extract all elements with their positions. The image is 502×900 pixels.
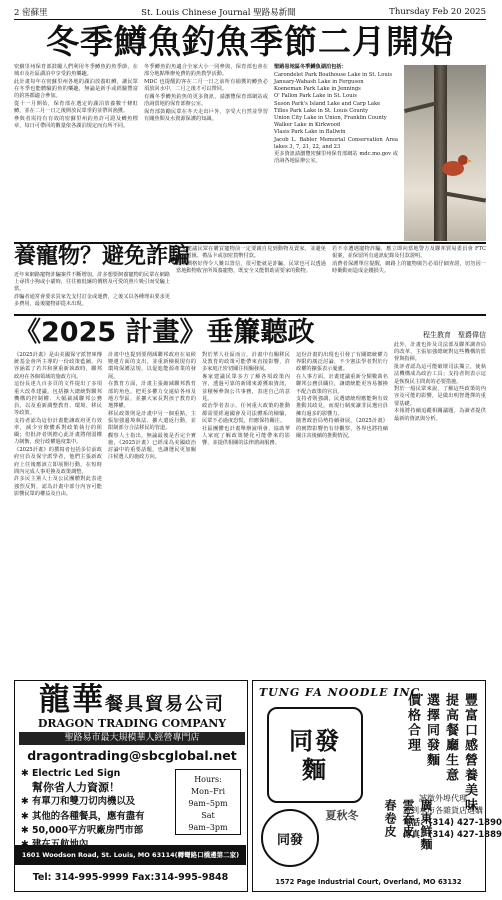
paragraph: 有關冬季鱒魚釣魚的更多資訊，請瀏覽保育部網站或洽詢當地的保育部辦公室。: [144, 93, 268, 108]
dragon-trading-email[interactable]: dragontrading@sbcglobal.net: [27, 748, 237, 763]
feature-item: [21, 767, 171, 781]
paragraph: 隨著政治局勢持續發展，《2025計畫》的實際影響仍有待觀察，各界也將持續關注其後續的推動情況。: [296, 418, 388, 439]
star-bullet-icon: ✱: [21, 824, 29, 836]
product-item: 廣東鮮麵: [419, 799, 433, 851]
tung-fa-logo-text: 同發麵: [289, 726, 341, 784]
paragraph: 在人事方面，計畫建議重新分類數萬名聯邦公務員職位，讓總統能更容易撤換不配合政策的官員。: [296, 374, 388, 395]
dragon-trading-phone[interactable]: Tel: 314-995-9999 Fax:314-995-9848: [32, 872, 229, 883]
paragraph: 《2025計畫》的撰寫者包括多位前政府官員及保守派學者，他們主張新政府上任後應該立即展開行動，在短時間內完成人事更換及政策調整。: [14, 447, 102, 475]
paragraph: 從十一月開始，保育部在選定的湖泊放養數千條虹鱒，並在二月一日之後開放民眾垂釣並帶回漁獲。: [14, 101, 138, 115]
slogan-line: 價格合理: [405, 693, 420, 753]
article-trout-column-1: [14, 64, 138, 240]
feature-text: Electric Led Sign: [32, 768, 121, 779]
tree-branch: [444, 191, 486, 202]
paragraph: 《2025計畫》是由美國保守派智庫傳統基金會所主導的一份政策藍圖，內容涵蓋了若共和黨重新執政時，聯邦政府在各個領域的施政方向。: [14, 352, 102, 380]
article-pet-headline: 養寵物？避免詐騙: [14, 244, 191, 269]
paragraph: 此外，計畫也涉及司法部及聯邦調查局的改革，主張加強總統對這些機構的監督與指揮。: [394, 342, 486, 363]
lake-item: Tilles Park Lake in St. Louis County: [274, 107, 369, 114]
product-item: 春卷皮: [383, 799, 397, 838]
feature-text: 有單刀和雙刀切肉機以及: [32, 796, 136, 808]
tung-fa-address: 1572 Page Industrial Court, Overland, MO 63132: [275, 878, 462, 886]
paragraph: 移民政策則是計畫中另一個重點，主張加強邊境執法、擴大遣返行動，並限制部分合法移民的管道。: [108, 410, 196, 432]
lake-item: Suson Park's Island Lake and Carp Lake: [274, 100, 381, 107]
paragraph: MDC 也提醒釣客在二月一日之前所有捕獲的鱒魚必須放回水中，二月之後才可以帶回。: [144, 78, 268, 93]
article-trout-column-2: [144, 64, 268, 240]
paragraph: 批評者認為這可能破壞司法獨立，使執法機構成為政治工具；支持者則表示這是恢復民主問責的必要措施。: [394, 364, 486, 385]
lake-item: Walker Lake in Kirkwood: [274, 122, 341, 129]
page-header: [14, 6, 486, 20]
paragraph: 更多資訊請瀏覽密蘇里州保育部網站 mdc.mo.gov 或洽詢各地區辦公室。: [274, 150, 398, 165]
slogan-line: 豐富口感營養美味: [462, 693, 477, 813]
article-plan-column-3: [202, 352, 290, 674]
tung-fa-noodle-ad: [252, 680, 502, 892]
newspaper-name: St. Louis Chinese Journal 聖路易新聞: [141, 7, 296, 18]
feature-item: [21, 810, 171, 824]
tree-trunk: [434, 65, 447, 241]
tung-fa-fax: 傳真：(314) 427-1889: [403, 830, 502, 840]
dragon-trading-suffix: 餐具貿易公司: [105, 694, 225, 715]
tung-fa-seal: [261, 809, 319, 867]
lake-item: Vlasis Park Lake in Ballwin: [274, 129, 346, 136]
lake-item: O' Fallon Park Lake in St. Louis: [274, 93, 357, 100]
dragon-trading-name-en: DRAGON TRADING COMPANY: [37, 717, 227, 730]
feature-text: 其他的各種餐具，應有盡有: [32, 810, 145, 822]
article-pet-column-1: [14, 272, 170, 312]
tung-fa-contact: [403, 793, 502, 841]
paragraph: 支持者則強調，民選總統理應能夠有效推動其政見，而現行制度讓非民選官員擁有過多的影響力。: [296, 396, 388, 417]
paragraph: 密蘇里州保育部鼓勵人們利用冬季鱒魚釣魚季節，在城市及社區湖泊中享受釣魚樂趣。: [14, 64, 138, 78]
feature-text: 幫你省人力資源！: [32, 781, 120, 795]
article-trout-headline: 冬季鱒魚釣魚季節二月開始: [46, 22, 454, 61]
lake-item: Carondelet Park Boathouse Lake in St. Louis: [274, 71, 392, 78]
star-bullet-icon: ✱: [21, 810, 29, 822]
issue-date: Thursday Feb 20 2025: [389, 6, 486, 17]
paragraph: 參與者需持有有效的密蘇里州釣魚許可證及鱒魚標章，每日可帶回的數量依各湖泊規定而有所不同。: [14, 115, 138, 130]
feature-item: [21, 795, 171, 809]
feature-item: [21, 781, 171, 795]
contact-note: 請到本市各雜貨店選購: [403, 806, 483, 815]
lake-list: [274, 72, 398, 151]
tung-fa-logo: [267, 707, 363, 803]
paragraph: 此計畫每年在密蘇里州各地的湖泊放養虹鱒，讓民眾在冬季也能體驗釣魚的樂趣，無論是新手或經驗豐富的釣客都適合參加。: [14, 78, 138, 100]
article-plan-byline: 程生教育 聖爵偉信: [423, 331, 486, 339]
slogan-line: 提高餐廳生意: [443, 693, 458, 783]
paragraph: 這份長達九百多頁的文件提出了多項重大改革建議，包括擴大總統對聯邦機構的控制權、大幅裁減聯邦公務員，以及重新調整教育、環境、移民等政策。: [14, 381, 102, 417]
bird-beak: [467, 159, 472, 163]
star-bullet-icon: ✱: [21, 768, 29, 779]
article-plan-headline: 《2025 計畫》垂簾聽政: [14, 317, 315, 348]
article-plan-column-1: [14, 352, 102, 674]
dragon-trading-tagline: 聖路易市最大規模華人經營專門店: [19, 732, 245, 745]
paragraph: 保育部鼓勵民眾在冬天走出戶外，享受大自然並學習有關魚類及水資源保護的知識。: [144, 108, 268, 122]
hours-days: Mon–Fri: [190, 787, 226, 796]
paragraph: 這份計畫的出現也引發了有關總統權力界限的廣泛討論，不少憲法學者對於行政權的擴張表示憂慮。: [296, 352, 388, 373]
lake-item: Union City Lake in Union, Franklin County: [274, 114, 387, 121]
page-number: 2 密蘇里: [14, 7, 48, 18]
slogan-line: 選擇同發麵: [424, 693, 439, 768]
lake-list-intro: 聖路易地區冬季鱒魚湖泊包括：: [274, 64, 347, 70]
article-trout-column-3: [274, 64, 398, 240]
tung-fa-tel[interactable]: 電話：(314) 427-1890: [403, 818, 502, 828]
paragraph: 詐騙者通常會要求買家先支付訂金或運費，之後又以各種理由要求更多費用，最後寵物卻從未出現。: [14, 294, 170, 308]
paragraph: 如果價格好得令人難以置信，很可能就是詐騙。民眾也可以透過當地動物收容所領養寵物，既安全又能幫助需要家的動物。: [176, 260, 326, 275]
lake-item: Jacob L. Babler Memorial Conservation Area lakes 3, 7, 21, 22, and 23: [274, 136, 398, 150]
article-plan-column-4: [296, 352, 388, 674]
hours-title: Hours:: [194, 775, 222, 784]
dragon-trading-ad: [14, 680, 248, 892]
paragraph: 專家建議民眾在購買寵物前一定要親自見到動物及賣家，並避免透過電匯、禮品卡或加密貨幣付款。: [176, 246, 326, 260]
hours-sat: 9am–3pm: [188, 823, 228, 832]
paragraph: 觀察人士指出，無論最後是否完全實施，《2025計畫》已經成為美國政治討論中的重要話題，也讓選民更加關注候選人的施政方向。: [108, 432, 196, 461]
seal-text: 同發: [276, 832, 303, 848]
business-hours: [175, 769, 241, 835]
paragraph: 本報將持續追蹤相關議題，為讀者提供最新的資訊與分析。: [394, 408, 486, 422]
paragraph: 許多民主黨人士及公民團體對此表達強烈反對，認為計畫中部分內容可能影響民眾的權益及自由。: [14, 476, 102, 497]
feature-item: [21, 824, 171, 838]
dragon-trading-brand: 龍華: [39, 682, 105, 718]
paragraph: 專家建議民眾多方了解各項政策內容，透過可靠的新聞來源獲取資訊，並積極參與公共事務，表達自己的意見。: [202, 374, 290, 402]
article-pet-column-3: [332, 246, 486, 312]
contact-title: 誠徵外埠代理: [419, 794, 467, 803]
paragraph: 政治學者表示，任何重大政策的推動都需要經過國會及司法體系的檢驗，民眾不必過度恐慌，但應保持關注。: [202, 403, 290, 424]
paragraph: 冬季鱒魚釣魚適合全家大小一同參與，保育部也會在部分地點舉辦免費的釣魚教學活動。: [144, 64, 268, 78]
article-plan-column-5: [394, 342, 486, 674]
paragraph: 近年來網路寵物詐騙案件不斷增加，許多想要飼養寵物的民眾在網路上尋找小狗或小貓時，往往被低廉的價格及可愛的照片吸引而受騙上當。: [14, 272, 170, 293]
paragraph: 對於華人社區而言，計畫中有關移民及教育的政策可能帶來直接影響，許多家庭正密切關注相關發展。: [202, 352, 290, 373]
paragraph: 對於一般民眾來說，了解這些政策的內容及可能的影響，是做出明智選擇的重要基礎。: [394, 386, 486, 407]
hours-sat-label: Sat: [201, 811, 215, 820]
paragraph: 消費者保護單位提醒，網路上的寵物廣告必須仔細查證，切勿因一時衝動而造成金錢損失。: [332, 260, 486, 275]
paragraph: 支持者認為這份計畫能讓政府更有效率，減少官僚體系對政策執行的阻礙；但批評者則擔心此計畫將削弱權力制衡，使行政權過度集中。: [14, 417, 102, 446]
star-bullet-icon: ✱: [21, 796, 29, 808]
paragraph: 若不幸遭遇寵物詐騙，應立即向當地警方及聯邦貿易委員會 FTC 報案，並保留所有通訊紀錄及付款證明。: [332, 246, 486, 260]
hours-weekday: 9am–5pm: [188, 799, 228, 808]
feature-text: 50,000平方呎廠房門市部: [32, 824, 144, 836]
dragon-trading-features: [21, 767, 171, 852]
lake-item: January-Wabash Lake in Ferguson: [274, 78, 364, 85]
tung-fa-name-en: TUNG FA NOODLE INC.: [259, 686, 425, 699]
paragraph: 社區團體也計畫舉辦說明會，協助華人家庭了解政策變化可能帶來的影響，並提供相關的法律諮詢服務。: [202, 425, 290, 446]
tung-fa-seasons: 夏秋冬: [325, 809, 359, 822]
article-pet-column-2: [176, 246, 326, 312]
dragon-trading-address: 1601 Woodson Road, St. Louis, MO 63114(轉彎路口橋邊第二家): [15, 845, 246, 865]
article-plan-column-2: [108, 352, 196, 674]
tree-branch: [404, 101, 438, 113]
paragraph: 計畫中也提到要削減聯邦政府在氣候變遷方面的支出，並重新檢視現有的環境保護法規，以促進能源產業的發展。: [108, 352, 196, 380]
paragraph: 在教育方面，計畫主張縮減聯邦教育部的角色，把更多權力交還給各州及地方學區，並擴大家長對孩子教育的選擇權。: [108, 381, 196, 409]
product-item: 雲吞皮: [401, 799, 415, 838]
lake-item: Koeneman Park Lake in Jennings: [274, 86, 361, 93]
bird-photo: [404, 65, 486, 241]
